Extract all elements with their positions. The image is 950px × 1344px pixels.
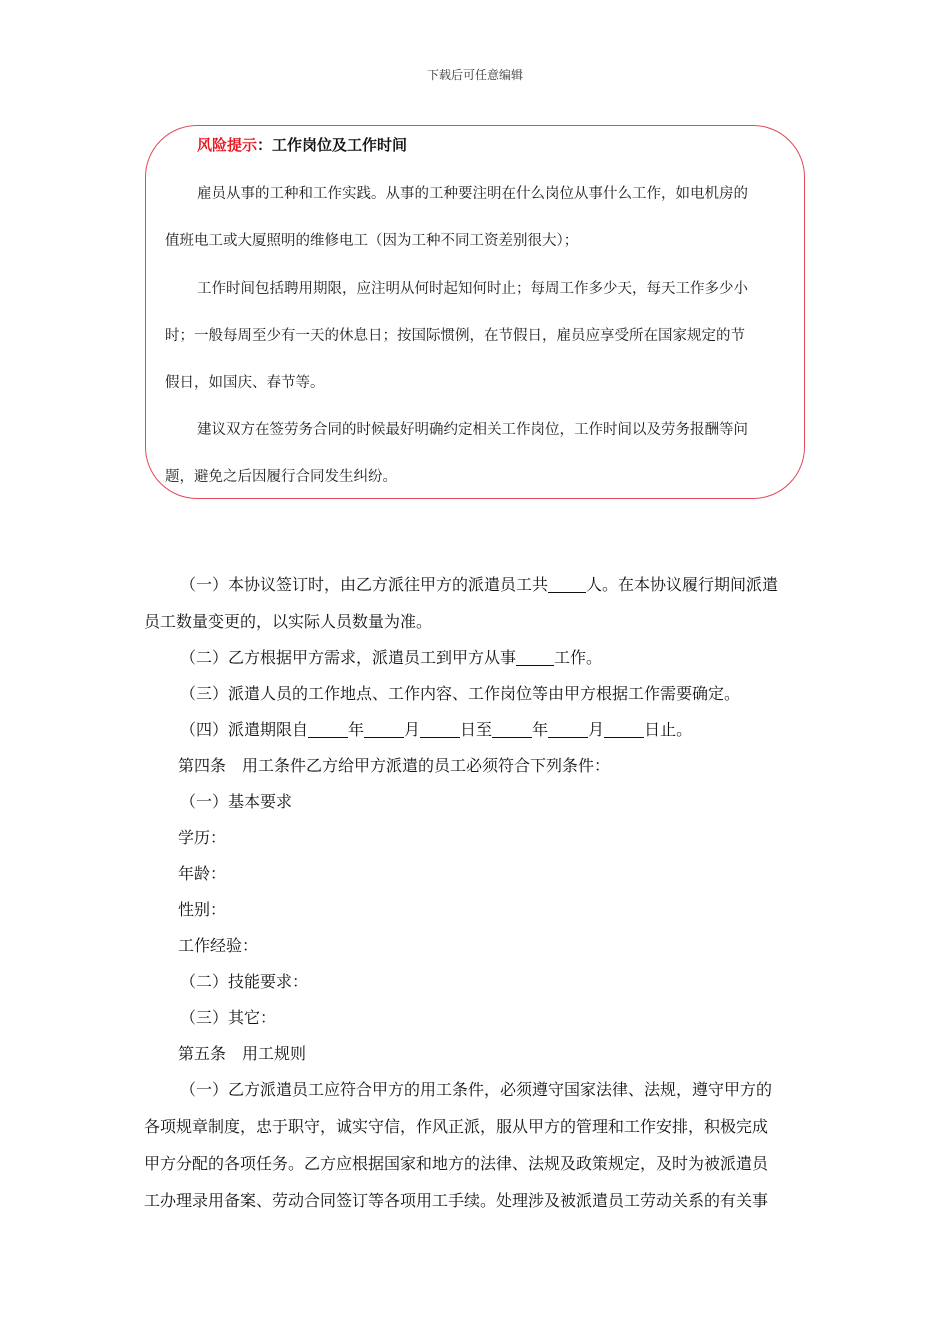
clause-3: （三）派遣人员的工作地点、工作内容、工作岗位等由甲方根据工作需要确定。 xyxy=(180,684,741,703)
risk-tip-label: 风险提示 xyxy=(197,136,258,154)
day-to-label: 日至 xyxy=(460,720,493,739)
fill-blank[interactable] xyxy=(548,721,588,738)
fill-blank[interactable] xyxy=(492,721,532,738)
month-label: 月 xyxy=(588,720,605,739)
risk-line-4: 时；一般每周至少有一天的休息日；按国际惯例，在节假日，雇员应享受所在国家规定的节 xyxy=(165,328,745,344)
clause-4 xyxy=(180,717,692,740)
page-header: 下载后可任意编辑 xyxy=(426,68,523,82)
basic-requirements: （一）基本要求 xyxy=(180,792,293,811)
clause-1-text-b: 人。在本协议履行期间派遣 xyxy=(586,575,779,594)
risk-line-5: 假日，如国庆、春节等。 xyxy=(165,375,325,391)
fill-blank[interactable] xyxy=(308,721,348,738)
clause-2-text-b: 工作。 xyxy=(554,648,603,667)
risk-tip-title xyxy=(197,134,407,155)
education-field: 学历： xyxy=(178,828,227,847)
age-field: 年龄： xyxy=(178,864,227,883)
year-label: 年 xyxy=(348,720,365,739)
rule-1-line-3: 甲方分配的各项任务。乙方应根据国家和地方的法律、法规及政策规定，及时为被派遣员 xyxy=(144,1154,769,1173)
risk-line-7: 题，避免之后因履行合同发生纠纷。 xyxy=(165,469,397,485)
risk-line-3: 工作时间包括聘用期限，应注明从何时起知何时止；每周工作多少天，每天工作多少小 xyxy=(197,281,748,297)
other-requirements: （三）其它： xyxy=(180,1008,277,1027)
gender-field: 性别： xyxy=(178,900,227,919)
clause-2-text-a: （二）乙方根据甲方需求，派遣员工到甲方从事 xyxy=(180,648,517,667)
risk-line-1: 雇员从事的工种和工作实践。从事的工种要注明在什么岗位从事什么工作，如电机房的 xyxy=(197,186,748,202)
clause-1-text-a: （一）本协议签订时，由乙方派往甲方的派遣员工共 xyxy=(180,575,549,594)
day-end-label: 日止。 xyxy=(644,720,693,739)
skill-requirements: （二）技能要求： xyxy=(180,972,309,991)
fill-blank[interactable] xyxy=(516,649,554,666)
rule-1-line-1: （一）乙方派遣员工应符合甲方的用工条件，必须遵守国家法律、法规，遵守甲方的 xyxy=(180,1080,773,1099)
rule-1-line-2: 各项规章制度，忠于职守，诚实守信，作风正派，服从甲方的管理和工作安排，积极完成 xyxy=(144,1117,769,1136)
clause-4-text: （四）派遣期限自 xyxy=(180,720,309,739)
fill-blank[interactable] xyxy=(420,721,460,738)
risk-tip-colon: ： xyxy=(257,136,273,154)
fill-blank[interactable] xyxy=(548,576,586,593)
article-5-heading: 第五条 用工规则 xyxy=(178,1044,307,1063)
article-4-heading: 第四条 用工条件乙方给甲方派遣的员工必须符合下列条件： xyxy=(178,756,611,775)
rule-1-line-4: 工办理录用备案、劳动合同签订等各项用工手续。处理涉及被派遣员工劳动关系的有关事 xyxy=(144,1191,769,1210)
clause-1-line-2: 员工数量变更的，以实际人员数量为准。 xyxy=(144,612,433,631)
clause-2 xyxy=(180,645,602,668)
risk-line-6: 建议双方在签劳务合同的时候最好明确约定相关工作岗位，工作时间以及劳务报酬等问 xyxy=(197,422,748,438)
fill-blank[interactable] xyxy=(604,721,644,738)
experience-field: 工作经验： xyxy=(178,936,259,955)
year-label: 年 xyxy=(532,720,549,739)
risk-tip-heading: 工作岗位及工作时间 xyxy=(272,136,408,154)
month-label: 月 xyxy=(404,720,421,739)
risk-line-2: 值班电工或大厦照明的维修电工（因为工种不同工资差别很大）； xyxy=(165,233,579,249)
fill-blank[interactable] xyxy=(364,721,404,738)
clause-1-line-1 xyxy=(180,572,778,595)
